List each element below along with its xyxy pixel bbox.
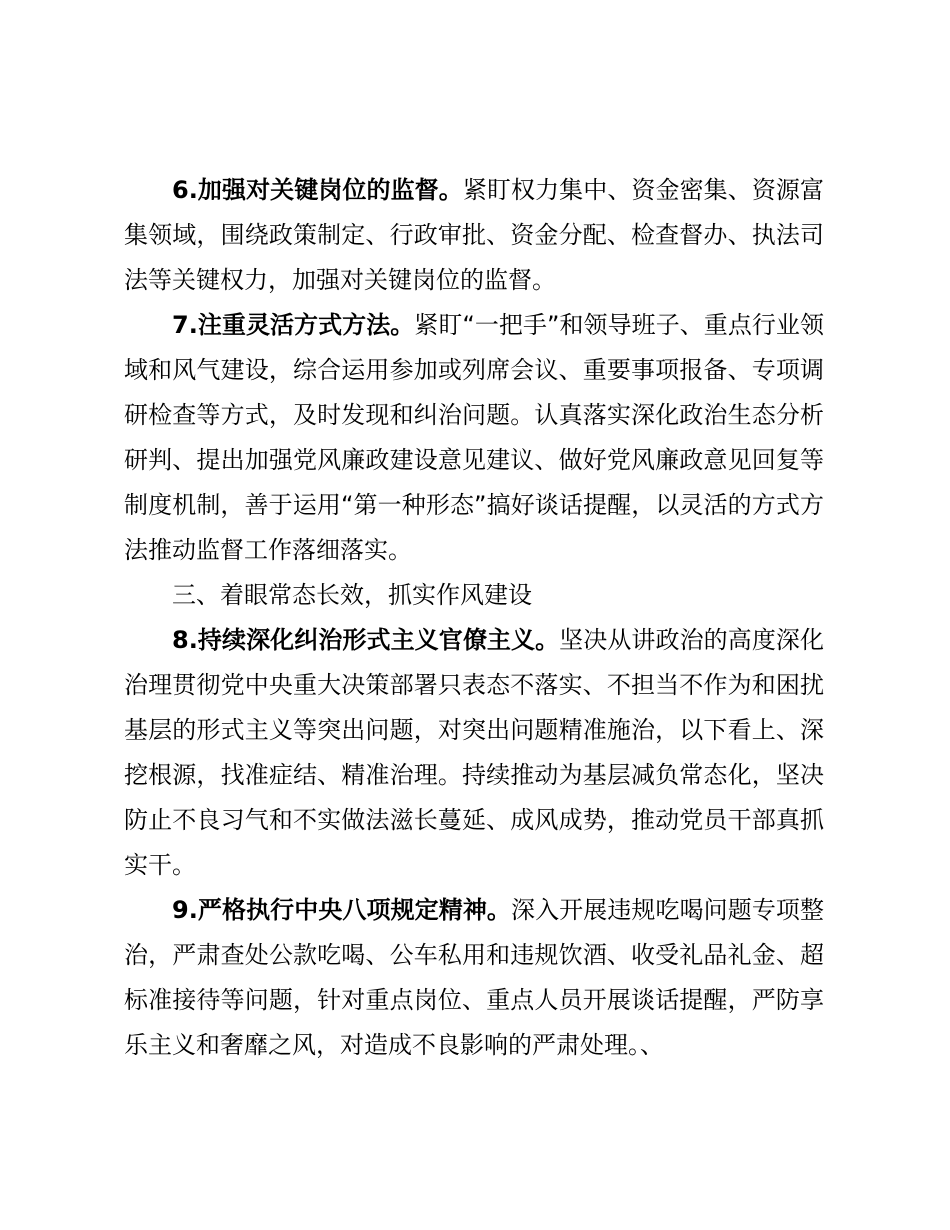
paragraph-6 xyxy=(124,168,824,303)
paragraph-6-body: 紧盯权力集中、资金密集、资源富集领域，围绕政策制定、行政审批、资金分配、检查督办、执法司法等关键权力，加强对关键岗位的监督。 xyxy=(124,176,824,294)
paragraph-8-body: 坚决从讲政治的高度深化治理贯彻党中央重大决策部署只表态不落实、不担当不作为和困扰基层的形式主义等突出问题，对突出问题精准施治，以下看上、深挖根源，找准症结、精准治理。持续推动为基层减负常态化，坚决防止不良习气和不实做法滋长蔓延、成风成势，推动党员干部真抓实干。 xyxy=(124,626,824,879)
paragraph-7-lead: 7.注重灵活方式方法。 xyxy=(172,311,415,339)
paragraph-7-body: 紧盯“一把手”和领导班子、重点行业领域和风气建设，综合运用参加或列席会议、重要事项报备、专项调研检查等方式，及时发现和纠治问题。认真落实深化政治生态分析研判、提出加强党风廉政建设意见建议、做好党风廉政意见回复等制度机制，善于运用“第一种形态”搞好谈话提醒，以灵活的方式方法推动监督工作落细落实。 xyxy=(124,311,824,564)
paragraph-7 xyxy=(124,303,824,573)
paragraph-9-lead: 9.严格执行中央八项规定精神。 xyxy=(172,896,511,924)
paragraph-9 xyxy=(124,888,824,1068)
section-heading-3: 三、着眼常态长效，抓实作风建设 xyxy=(172,581,532,609)
paragraph-6-lead: 6.加强对关键岗位的监督。 xyxy=(172,176,463,204)
paragraph-8 xyxy=(124,618,824,888)
paragraph-8-lead: 8.持续深化纠治形式主义官僚主义。 xyxy=(172,626,560,654)
document-page xyxy=(124,168,824,1068)
paragraph-9-body: 深入开展违规吃喝问题专项整治，严肃查处公款吃喝、公车私用和违规饮酒、收受礼品礼金、超标准接待等问题，针对重点岗位、重点人员开展谈话提醒，严防享乐主义和奢靡之风，对造成不良影响的严肃处理。、 xyxy=(124,896,825,1059)
